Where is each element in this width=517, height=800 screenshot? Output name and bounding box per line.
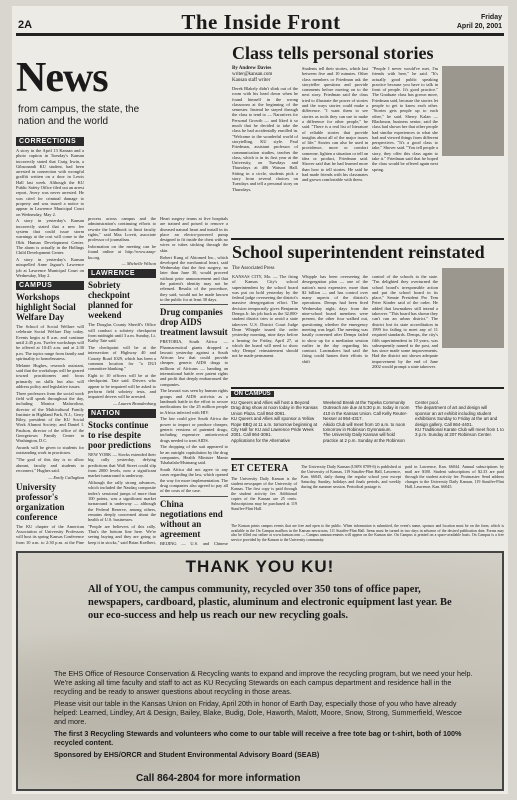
lawrence-label: LAWRENCE <box>88 269 156 278</box>
et-cetera-column-1 <box>231 476 297 513</box>
article-text: Students tell their stories, which last between five and 10 minutes. Other class members or Friedman ask the storyteller questions and provide comments before moving on to the next story. Friedman said the class tried to illustrate the power of stories and the ways stories could make a difference. "I want them to see stories as tools they can use to make a difference for other people," he said. "There is a real list of literature of reliable stories that provide insights about all of the major issues of life." Stories can also be used in providence, more or comfort someone, lighten a situation or tell an idea or product, Friedman said. Shover said that he had learned more than how to tell stories. He said he had made friends with his classmates and grown comfortable with them. <box>302 66 368 183</box>
campus-item: Weekend Break at the Topeka Community Outreach are due at 5:30 p.m. today in room 410 in the Kansas Union. Call Kelly Reuter-Nesser at 864-4317. <box>323 400 410 422</box>
campus-item: KU Queers and Allies will sponsor a Yellow Rope BBQ at 11 a.m. tomorrow beginning at City Hall for KU and Lawrence Pride Week 2001. Call 864-3091. <box>231 416 318 438</box>
on-campus-column-3 <box>415 400 504 438</box>
news-subheading: from campus, the state, the nation and the world <box>18 104 140 127</box>
corrections-text-1: A story in the April 13 Kansan and a photo caption in Tuesday's Kansan incorrectly stated that Craig Irwin, a Gibsonandi KU student, had been arrested in connection with wrongful graffiti written on a door in Lewis Hall last week. Although the KU Public Safety Office filed out an arrest report, Avery was never arrested. He was cited for criminal damage to property and was issued a notice to appear in Lawrence Municipal Court on Wednesday, May 2. <box>16 148 84 217</box>
article-text: KANSAS CITY, Mo. — The firing of Kansas City's school superintendent by the school board was put on hold yesterday by the federal judge overseeing the district's massive desegregation effort. The decision temporarily gives Benjamin Demps Jr. his job back as the 32,000-student district tries to avoid a state takeover. U.S. District Court Judge Dean Whipple issued the order yesterday morning, nine days before a hearing for Friday, April 27, at which the board will need to show why Demps' reinstatement should not be made permanent. <box>232 274 298 359</box>
article-text: process across campus and the administration's continuing efforts to rewrite the handbook to limit faculty rights," said Max Lovett, associate professor of journalism. <box>88 216 156 243</box>
ad-paragraph: The first 3 Recycling Stewards and volunteers who come to our table will receive a free tote bag or t-shirt, both of 100% recycled content. <box>54 729 462 747</box>
article-text: BEIJING — U.S. and Chinese <box>160 540 228 546</box>
article-text: PRETORIA, South Africa — Pharmaceutical giants dropped a lawsuit yesterday against a South African law that could provide cheaper, generic AIDS drugs to millions of Africans — handing an international battle over patent rights and profit that deeply embarrassed the companies. <box>160 339 228 387</box>
article-text: Eight to 10 officers will be at the checkpoint. Tate said. Drivers who appear to be impaired will be asked to perform field sobriety tests, and impaired drivers will be arrested. <box>88 373 156 400</box>
article-text: The Douglas County Sheriff's Office will conduct a sobriety checkpoint from midnight until 3 a.m. Sunday, Lt. Kathy Tate said. <box>88 322 156 344</box>
et-cetera-column-3 <box>405 464 504 491</box>
third-column <box>160 216 228 546</box>
on-campus-box <box>231 387 504 457</box>
article-text: Awards will be given to students for outstanding work in practicum. <box>16 445 84 456</box>
divider <box>160 304 228 305</box>
news-heading: News <box>16 55 108 101</box>
article-text: "The goal of this day is to allow alumni, faculty and students to reconnect," Hughes said. <box>16 457 84 473</box>
ad-lead: All of YOU, the campus community, recycled over 350 tons of office paper, newspapers, cardboard, plastic, aluminum and electronic equipment last year. Be our eco-success and help us reach our new recycling goals. <box>88 584 452 621</box>
superintendent-headline: School superintendent reinstated <box>232 242 485 262</box>
article-byline: — Michelle Wilson <box>121 261 156 267</box>
campus-label: CAMPUS <box>16 281 84 290</box>
nation-label: NATION <box>88 409 156 418</box>
campus-item: Aikido Club will meet from 10 a.m. to noon tomorrow in Robinson Gymnasium. <box>323 421 406 433</box>
superintendent-column-3 <box>372 274 438 384</box>
article-text: The KU chapter of the American Association of University Professors will host its spring Kansas Conference from 10 a.m. to 2:30 p.m. at the Pine <box>16 523 84 545</box>
et-cetera-text: The University Daily Kansan is the student newspaper of the University of Kansas. The first copy is paid through the student activity fee. Additional copies of the Kansan are 25 cents. Subscriptions may be purchased at 119 Stauffer-Flint Hall. <box>231 476 297 511</box>
class-story-headline: Class tells personal stories <box>232 43 434 63</box>
campus-item: Center pool. <box>415 400 439 405</box>
on-campus-column-1 <box>231 400 319 443</box>
article-text: Melanie Hughes, research assistant, said that the workshops will be geared toward practitioners and focus primarily on skills but also will address policy and legislative issues. <box>16 362 84 389</box>
issue-date-text: April 20, 2001 <box>456 23 502 30</box>
on-campus-label: ON CAMPUS <box>231 391 274 397</box>
campus-item: The University Daily Kansan will hold practice at 2 p.m. Sunday at the Robinson <box>323 432 405 443</box>
article-text: Derek Blakely didn't slink out of the room with his head down when he found himself in the wrong classroom at the beginning of the semester. Instead he stayed through the class to tend to — Narratives for Personal Growth — and liked it so much that he decided to take the class he had accidentally enrolled in. "Welcome to the wonderful world of storytelling, KU style. Paul Friedman, assistant professor of communication studies, teaches the class, which is in its first year at the University, on Tuesdays and Thursdays at 406 Watson Hall. Sitting in a circle, students pick a story from several choices on Tuesdays and tell a personal story on Thursdays. <box>232 86 298 192</box>
article-byline: — Lauren Brandenburg <box>113 401 156 407</box>
recycling-ad <box>16 551 504 791</box>
on-campus-column-2 <box>323 400 411 443</box>
et-cetera-text: The University Daily Kansan (USPS 0709-6) is published at the University of Kansas, 119 Stauffer-Flint Hall, Lawrence, Kan. 66045, daily during the regular school year except Saturday, Sunday, holidays and finals periods, and weekly during the summer session. Periodical postage is <box>301 464 401 489</box>
superintendent-column-2 <box>302 274 368 384</box>
article-text: The lawsuit was seen by human rights groups and AIDS activists as a landmark battle in the effort to secure medications for the 25 million people in Africa infected with HIV. <box>160 388 228 415</box>
article-headline: Stocks continue to rise despite poor predictions <box>88 420 151 451</box>
corrections-label: CORRECTIONS <box>16 137 84 146</box>
class-story-column-3 <box>372 66 438 236</box>
et-cetera-title: ET CETERA <box>231 463 289 474</box>
superintendent-photo <box>442 268 504 348</box>
corrections-text-2: A story in yesterday's Kansan incorrectly stated that a new fee system that could issue storm warnings at the cost will come to the Olds Human Development Center. The alarm is actually in the Hollings Child Development Center. <box>16 218 84 256</box>
class-story-column-2 <box>302 66 368 236</box>
article-text: South Africa did not agree to any cases regarding the law, which opened the way for more implementation. The drug companies also agreed to pay all of the costs of the case. <box>160 467 228 494</box>
ad-body <box>54 669 474 762</box>
article-text: The dropping of the suit appeared to be an outright capitulation by the drug companies, Health Minister Manto Tshabalala-Msimang said. <box>160 444 228 466</box>
article-text: control of the schools to the state. "I'm delighted they overturned the school board's irresponsible action and put the school board in its place," Senate President Pro Tem Peter Kinder said of the order. He added that lawmakers still intend a takeover. "This board has shown they can't run an urban district." The district lost its state accreditation in 1999 for failing to meet any of 11 required standards. Demps, the city's fifth superintendent in 10 years, was subsequently named to the post, and has since made some improvements. Had the district not shown adequate improvement by the end of June 2002 would prompt a state takeover. <box>372 274 438 370</box>
campus-item: KU Queers and Allies will host a Beyond Drag drag show at noon today in the Kansas Union Plaza. Call 864-3091. <box>231 400 318 416</box>
article-headline: Sobriety checkpoint planned for weekend <box>88 280 133 321</box>
ad-sponsor: Sponsored by EHS/ORCR and Student Environmental Advisory Board (SEAB) <box>54 750 320 759</box>
class-story-photo <box>442 66 504 156</box>
article-text: Heart surgery teams at five hospitals are trained and poised to remove a diseased natural heart and install in its place an electro-powered pump designed to fit inside the chest with no wires or tubes sticking through the skin. <box>160 216 228 253</box>
article-text: Robert Kung of Abiomed Inc., which developed the mechanical heart, said Wednesday that the first surgery, no later than June 30, would proceed without prior announcement and that the patient's identity may not be released. Results of the procedure, they said, would not be made known to the public for at least 30 days. <box>160 254 228 302</box>
ad-paragraph: Please visit our table in the Kansas Union on Friday, April 20th in honor of Earth Day, especially those of you who have already helped: Learned, Lindley, Art & Design, Bailey, Blake, Budig, Dole, Haworth, Malott, Moore, Snow, Strong, Summerfield, Wescoe and more. <box>54 699 462 726</box>
article-byline: — Emily Callaghan <box>48 474 84 480</box>
article-text: "People I never would've met, I'm friends with here," he said. "It's actually good public speaking practice because you have to talk in front of people. It's good practice." The Graduate class has grown more, Friedman said, because the stories let people to get to know each other. "Stories gets people up to each other," he said. Sherry Kalan — Blackmon, business senior, said the class had shown her that other people had similar experiences to what she had and viewed things from different perspectives. "It's a good class to take," Shover said. "You tell people a story, they offer this class again to take it." Friedman said that he hoped the class would be offered again next spring. <box>372 66 438 172</box>
ad-paragraph: The EHS Office of Resource Conservation & Recycling wants to expand and improve the recycling program, but we need your help. We're asking all time faculty and staff to act as KU Recycling Stewards on each campus department and residence hall in the recycling and be ready to answer questions about recycling in those areas. <box>54 669 473 696</box>
ad-call-to-action: Call 864-2804 for more information <box>136 773 301 784</box>
corrections-text-3: A story in yesterday's Kansan misspelled Anne Jaguar's Lawrence job at Lawrence Municipal Court on Wednesday, May 2. <box>16 256 84 278</box>
article-headline: University professor's organization conference <box>16 481 65 522</box>
campus-item: Applications for the Alternative <box>231 437 291 443</box>
ad-title: THANK YOU KU! <box>185 557 335 576</box>
section-title: The Inside Front <box>181 10 341 34</box>
et-cetera-column-2 <box>301 464 401 491</box>
article-headline: China negotiations end without an agreement <box>160 498 223 539</box>
section-rule <box>231 238 504 240</box>
byline-name: By Andrew Davies <box>232 66 272 71</box>
masthead <box>16 10 504 36</box>
divider <box>160 496 228 497</box>
middle-column <box>88 216 156 546</box>
article-text: The School of Social Welfare will celebrate Social Welfare Day today. Events begin at 8 a.m. and continue until 2:45 p.m. Twelve workshops will be offered at 10:45 a.m. and at 2:30 p.m. The topics range from family and spirituality to homelessness. <box>16 324 84 361</box>
article-text: The checkpoint will be at the intersection of Highway 40 and County Road 1029, which has been a common location for "a DUI committee blanking." <box>88 345 156 372</box>
superintendent-column-1 <box>232 274 298 384</box>
newspaper-page <box>12 6 508 794</box>
et-cetera-footer: The Kansan prints campus events that are free and open to the public. When information is submitted, the event's name, sponsor and location must be on the form, which is available in the On Campus mailbox in the Kansan newsroom, 111 Stauffer-Flint Hall. Items must be turned in two days in advance of the desired publication date. Forms may also be filled out online at www.kansan.com — Campus announcements will appear on the Kansan site. On Campus is printed on a space-available basis. On Campus is a free service provided by the Kansan to the University community. <box>231 524 504 542</box>
superintendent-byline: The Associated Press <box>232 266 275 271</box>
campus-item: KU Traditional Karate Club will meet from 1 to 3 p.m. Sunday at 207 Robinson Center. <box>415 427 504 438</box>
article-text: Whipple has been overseeing the desegregation plan — one of the nation's most expensive, more than $2 billion — and has control over many aspects of the district's operations. Demps had been fired Wednesday night, days from the nine-school board members were present, the other four walked out, questioning whether the emergency meeting was legal. The meeting was hastily convened after Demps failed to show up for a mediation session earlier in the day regarding his contract. Lawmakers had said the firing could hasten their efforts to shift <box>302 274 368 364</box>
et-cetera-box <box>231 458 504 546</box>
et-cetera-text: paid in Lawrence, Kan. 66044. Annual subscriptions by mail are $100. Student subscriptions of $2.33 are paid through the student activity fee. Postmaster: Send address changes to the University Daily Kansan, 119 Stauffer-Flint Hall, Lawrence, Kan. 66045. <box>405 464 504 489</box>
article-text: NEW YORK — Stocks extended their big rally yesterday, defying predictions that Wall Street could slip from 2000 levels, now a significant market turnaround is underway. <box>88 452 156 479</box>
article-text: Three professors from the social work field will speak throughout the day, including Monica Malavolino, director of the Multicultural Family Institute in Highland Park, N.J.; Gerry Riley, president of the KU Social Work Alumni Society; and Daniel I. Paulson, director of the office of the Georgetown Family Center in Washington, D.C. <box>16 390 84 444</box>
article-text: The law could give South Africa the power to import or produce cheaper, generic versions of patented drugs, including expensive antiretroviral drugs needed to treat AIDS. <box>160 416 228 443</box>
article-headline: Drug companies drop AIDS treatment lawsuit <box>160 307 228 338</box>
campus-item: The department of art and design will sponsor an art exhibit including student exhibitions Sunday to Friday at the art and design gallery. Call 864-4401. <box>415 405 498 427</box>
left-column <box>16 134 84 546</box>
issue-date <box>457 13 502 31</box>
class-story-byline <box>232 66 300 84</box>
article-text: Information on the meeting can be found online at http://www.aaup-ku.org. <box>88 243 156 260</box>
article-text: "People are believers of this rally. That's the bottom line here. We're seeing buying and they are going to keep it in stocks," said Brian Koelbert, <box>88 523 156 545</box>
byline-role: Kansan staff writer <box>232 78 271 83</box>
class-story-column-1 <box>232 86 298 236</box>
article-headline: Workshops highlight Social Welfare Day <box>16 292 76 323</box>
byline-email: writer@kansan.com <box>232 72 273 77</box>
issue-day: Friday <box>480 14 502 21</box>
article-text: Although the rally strong advances, which included the Nasdaq composite index's sessional jumps of more than 100 points, was a significant market turnaround is underway — although the Federal Reserve, among others, remains deeply concerned about the health of U.S. businesses. <box>88 480 156 523</box>
page-number: 2A <box>18 19 33 31</box>
